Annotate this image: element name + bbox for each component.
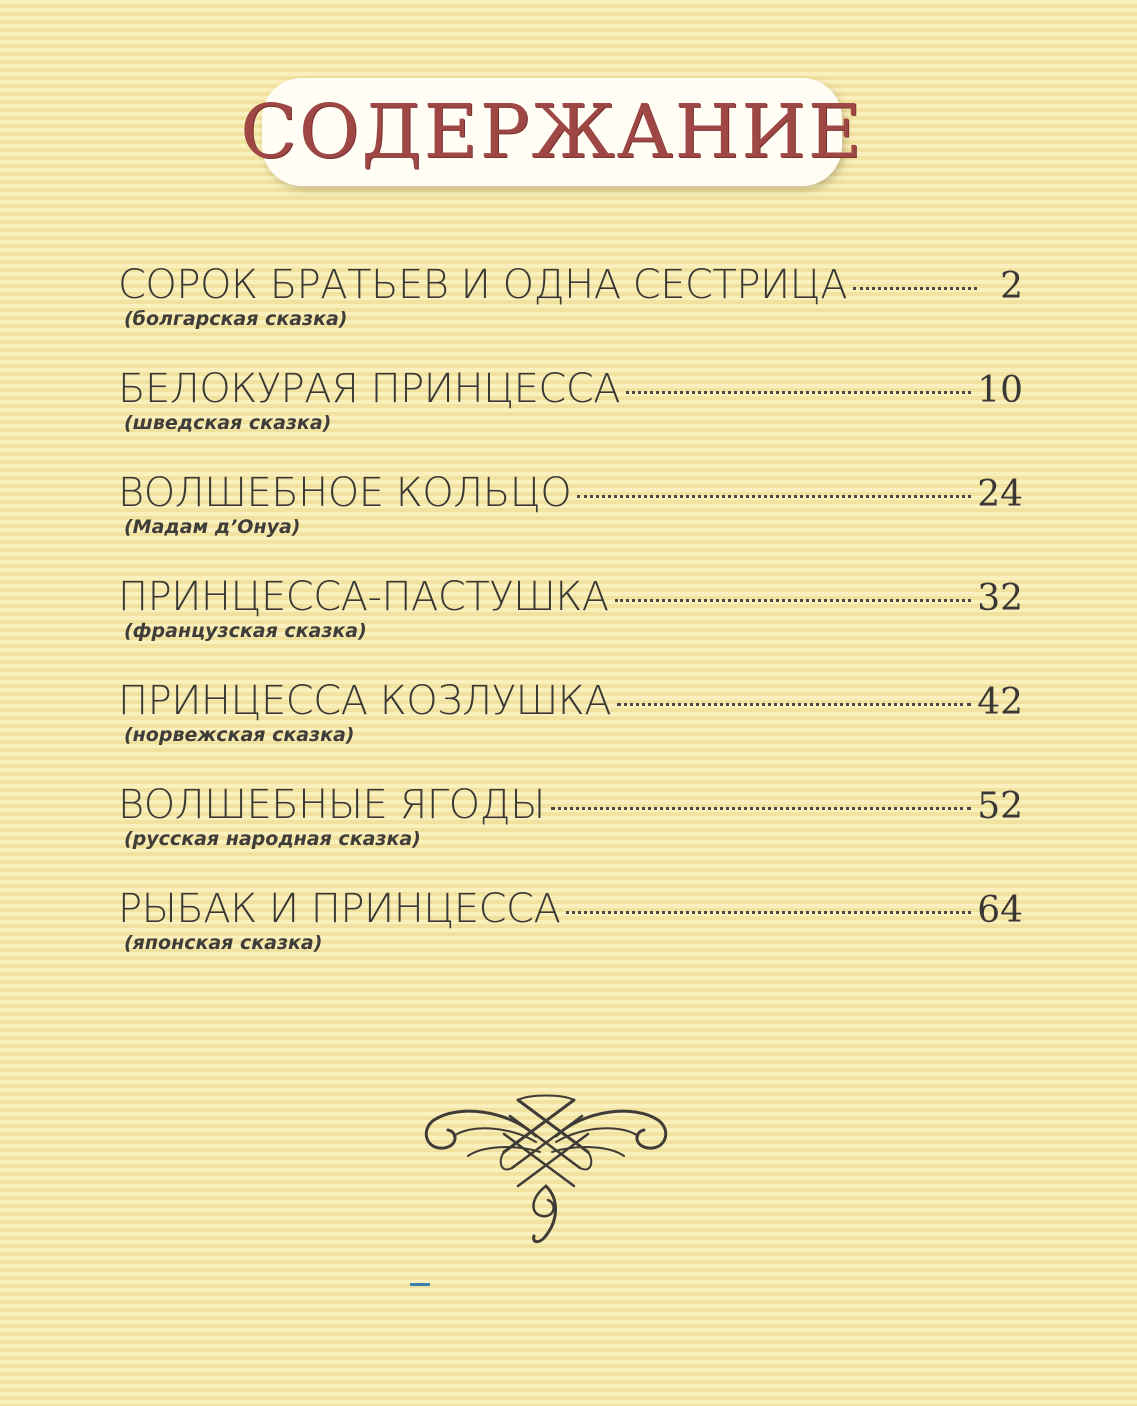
toc-entry-subtitle: (японская сказка)	[124, 932, 323, 954]
toc-entry-subtitle: (норвежская сказка)	[124, 724, 355, 746]
toc-entry-title: БЕЛОКУРАЯ ПРИНЦЕССА	[118, 366, 621, 412]
toc-entry[interactable]	[118, 362, 1023, 466]
toc-entry-title: ВОЛШЕБНЫЕ ЯГОДЫ	[118, 782, 545, 828]
toc-entry[interactable]	[118, 258, 1023, 362]
toc-page-number: 52	[977, 786, 1023, 827]
toc-entry[interactable]	[118, 674, 1023, 778]
toc-entry-subtitle: (французская сказка)	[124, 620, 367, 642]
dot-leader	[577, 495, 971, 498]
dot-leader	[617, 703, 971, 706]
toc-entry-subtitle: (русская народная сказка)	[124, 828, 421, 850]
toc-entry-title: ВОЛШЕБНОЕ КОЛЬЦО	[118, 470, 572, 516]
toc-entry[interactable]	[118, 570, 1023, 674]
toc-page-number: 32	[977, 578, 1023, 619]
toc-entry-title: СОРОК БРАТЬЕВ И ОДНА СЕСТРИЦА	[118, 262, 848, 308]
toc-entry-title: ПРИНЦЕССА-ПАСТУШКА	[118, 574, 609, 620]
printer-mark	[410, 1283, 430, 1286]
dot-leader	[551, 807, 971, 810]
page-title: СОДЕРЖАНИЕ	[240, 89, 864, 175]
toc-entry-row	[118, 466, 1023, 520]
toc-entry-row	[118, 362, 1023, 416]
toc-entry-subtitle: (шведская сказка)	[124, 412, 332, 434]
toc-page-number: 64	[977, 890, 1023, 931]
toc-entry-row	[118, 882, 1023, 936]
toc-entry-row	[118, 570, 1023, 624]
title-banner	[240, 78, 864, 186]
toc-page-number: 42	[977, 682, 1023, 723]
toc-entry-row	[118, 778, 1023, 832]
toc-entry-subtitle: (Мадам д’Онуа)	[124, 516, 301, 538]
toc-entry[interactable]	[118, 882, 1023, 986]
toc-page-number: 2	[1000, 266, 1023, 307]
toc-entry-subtitle: (болгарская сказка)	[124, 308, 348, 330]
toc-entry[interactable]	[118, 466, 1023, 570]
toc-entry-title: ПРИНЦЕССА КОЗЛУШКА	[118, 678, 612, 724]
dot-leader	[626, 391, 971, 394]
dot-leader	[615, 599, 972, 602]
toc-page-number: 10	[977, 370, 1023, 411]
toc-page-number: 24	[977, 474, 1023, 515]
calligraphic-flourish-icon	[418, 1090, 674, 1250]
table-of-contents	[118, 258, 1023, 986]
toc-entry-row	[118, 674, 1023, 728]
toc-entry-title: РЫБАК И ПРИНЦЕССА	[118, 886, 561, 932]
toc-entry-row	[118, 258, 1023, 312]
toc-entry[interactable]	[118, 778, 1023, 882]
dot-leader	[566, 911, 971, 914]
dot-leader	[853, 287, 977, 290]
